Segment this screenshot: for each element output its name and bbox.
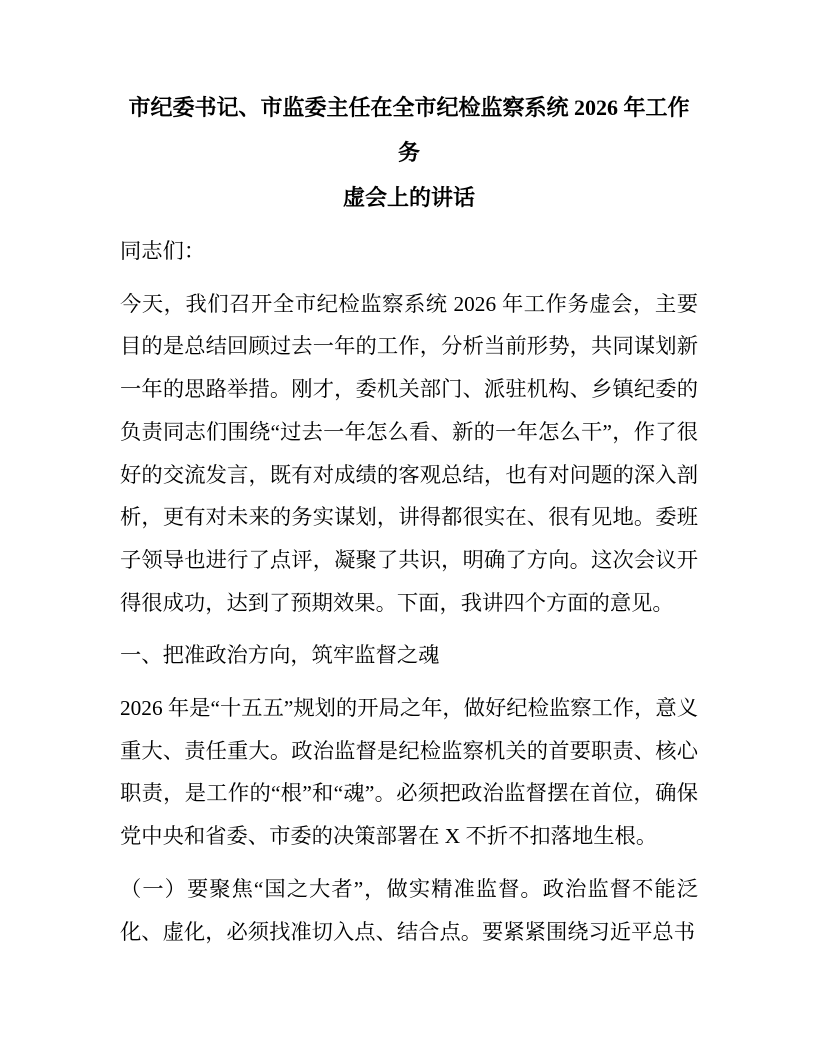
- section-heading-1: 一、把准政治方向，筑牢监督之魂: [120, 643, 440, 668]
- salutation: 同志们：: [120, 239, 206, 263]
- paragraph-item-one-truncated: （一）要聚焦“国之大者”，做实精准监督。政治监督不能泛化、虚化，必须找准切入点、结合点。要紧紧围绕习近平总书: [120, 876, 698, 944]
- title-line-2: 虚会上的讲话: [342, 185, 475, 210]
- document-title: [120, 85, 698, 220]
- paragraph-political-supervision: 2026 年是“十五五”规划的开局之年，做好纪检监察工作，意义重大、责任重大。政治监督是纪检监察机关的首要职责、核心职责，是工作的“根”和“魂”。必须把政治监督摆在首位，确保党中央和省委、市委的决策部署在 X 不折不扣落地生根。: [120, 696, 698, 849]
- title-line-1: 市纪委书记、市监委主任在全市纪检监察系统 2026 年工作务: [128, 95, 690, 165]
- intro-paragraph: 今天，我们召开全市纪检监察系统 2026 年工作务虚会，主要目的是总结回顾过去一年的工作，分析当前形势，共同谋划新一年的思路举措。刚才，委机关部门、派驻机构、乡镇纪委的负责同志们围绕“过去一年怎么看、新的一年怎么干”，作了很好的交流发言，既有对成绩的客观总结，也有对问题的深入剖析，更有对未来的务实谋划，讲得都很实在、很有见地。委班子领导也进行了点评，凝聚了共识，明确了方向。这次会议开得很成功，达到了预期效果。下面，我讲四个方面的意见。: [120, 291, 698, 615]
